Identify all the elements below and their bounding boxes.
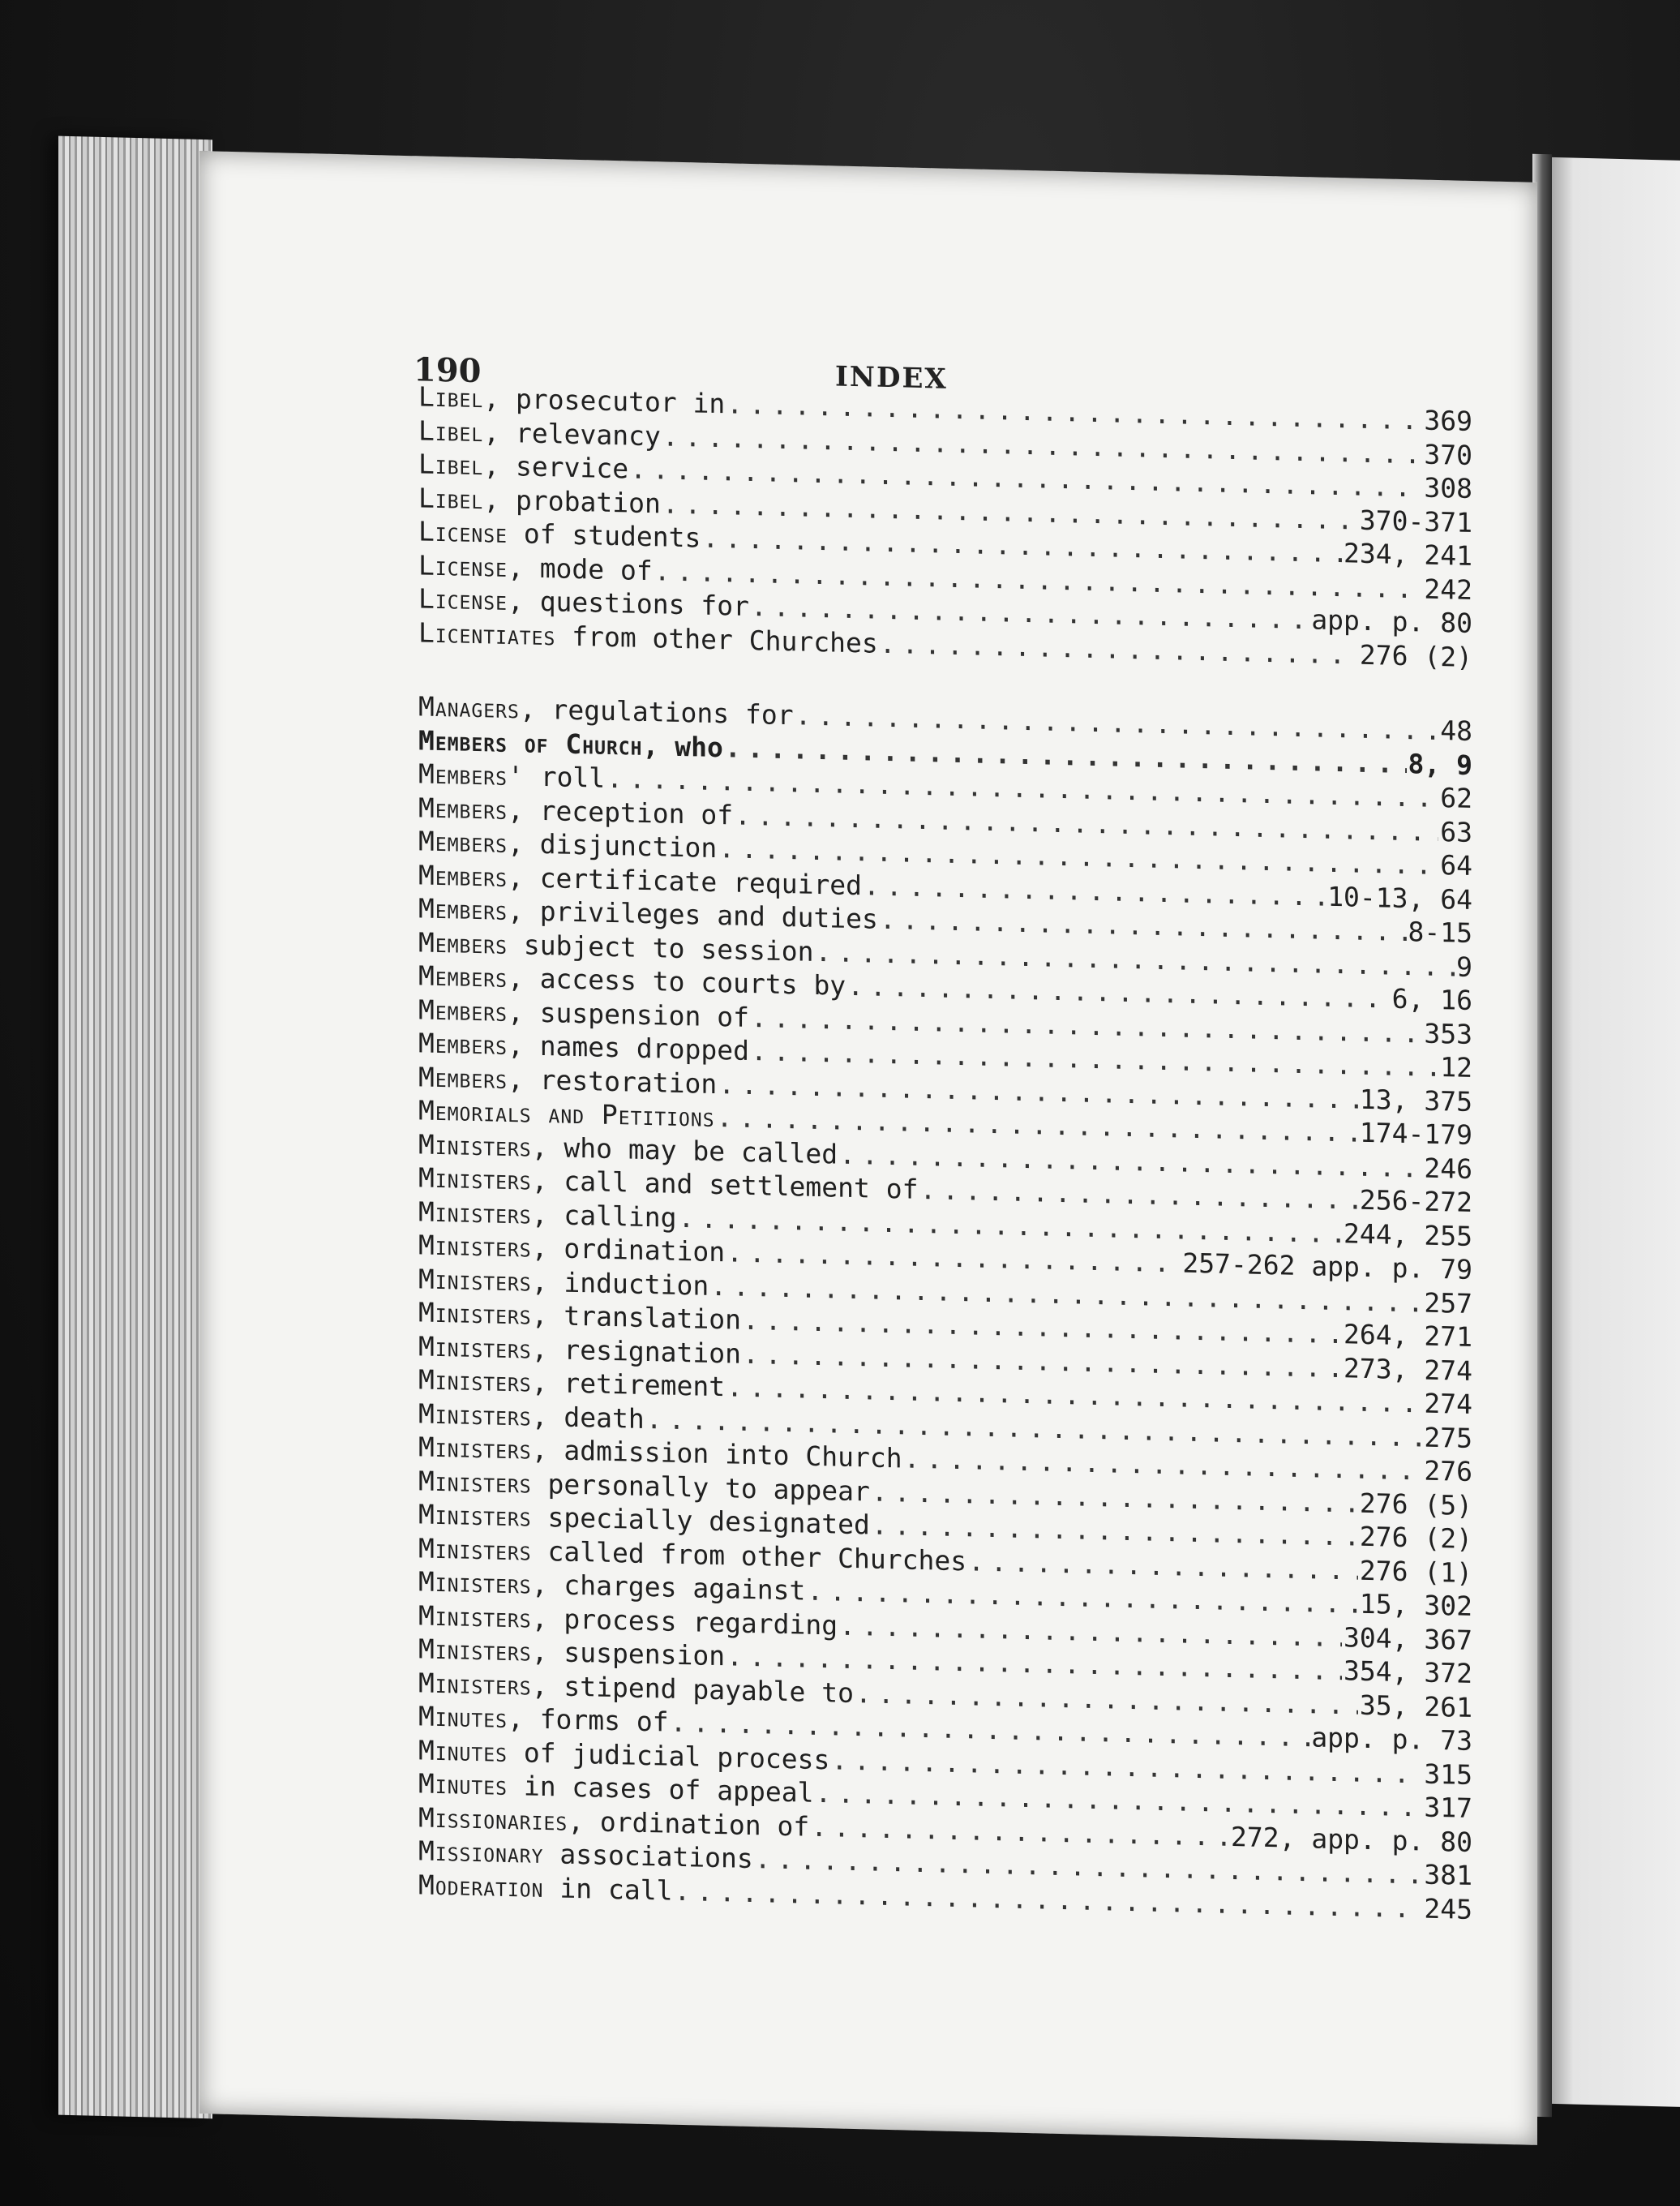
entry-text: roll [524, 760, 606, 794]
entry-term: Ministers [418, 1599, 532, 1634]
entry-page-ref: 8, 9 [1408, 747, 1472, 781]
book-page [199, 151, 1537, 2145]
entry-page-ref: 272, app. p. 80 [1230, 1820, 1472, 1858]
entry-text: , privileges and duties [507, 894, 878, 935]
entry-term: Ministers [418, 1262, 532, 1298]
entry-term: Ministers [418, 1397, 532, 1432]
entry-text: , who [642, 729, 723, 763]
page-number: 190 [414, 350, 482, 391]
entry-page-ref: 257 [1424, 1286, 1472, 1320]
entry-term: Minutes [418, 1767, 508, 1801]
entry-page-ref: 317 [1424, 1791, 1472, 1824]
entry-page-ref: 257-262 app. p. 79 [1182, 1247, 1472, 1285]
entry-page-ref: 381 [1424, 1858, 1472, 1891]
entry-text: , death [531, 1400, 645, 1435]
entry-page-ref: 276 (2) [1359, 638, 1472, 673]
entry-text: called from other Churches [531, 1534, 967, 1577]
entry-page-ref: 276 (5) [1359, 1487, 1472, 1521]
entry-text: , forms of [507, 1702, 669, 1738]
entry-text: , process regarding [531, 1602, 838, 1642]
entry-text: personally to appear [531, 1467, 870, 1507]
entry-text: , resignation [531, 1333, 741, 1370]
entry-text: subject to session [507, 928, 814, 968]
entry-page-ref: 276 (1) [1359, 1554, 1472, 1589]
entry-text: in cases of appeal [507, 1769, 814, 1809]
entry-page-ref: 48 [1440, 715, 1472, 747]
entry-text: , call and settlement of [531, 1164, 919, 1205]
entry-page-ref: 244, 255 [1344, 1217, 1472, 1252]
entry-text: of judicial process [507, 1736, 830, 1775]
entry-term: Licentiates [418, 616, 556, 651]
entry-page-ref: 8-15 [1408, 916, 1472, 949]
entry-page-ref: app. p. 80 [1311, 603, 1472, 639]
entry-term: Libel [418, 481, 484, 515]
entry-page-ref: 174-179 [1359, 1116, 1472, 1151]
entry-term: Members [418, 1027, 508, 1061]
entry-text: specially designated [531, 1500, 870, 1541]
entry-text: , who may be called [531, 1131, 838, 1170]
entry-term: Members of Church [418, 723, 643, 762]
entry-term: License [418, 582, 508, 616]
entry-term: Ministers [418, 1127, 532, 1163]
entry-page-ref: 63 [1440, 815, 1472, 848]
index-group-l [418, 380, 1472, 674]
index-group-m [418, 689, 1472, 1926]
index-entries [418, 380, 1472, 1926]
entry-page-ref: 276 (2) [1359, 1520, 1472, 1555]
entry-text: , relevancy [483, 415, 661, 452]
entry-term: Members [418, 959, 508, 994]
entry-term: Missionaries [418, 1800, 568, 1837]
entry-text: , admission into Church [531, 1433, 902, 1474]
entry-term: Libel [418, 448, 484, 482]
entry-text: , disjunction [507, 826, 718, 865]
entry-page-ref: 369 [1424, 404, 1472, 437]
entry-page-ref: app. p. 73 [1311, 1721, 1472, 1757]
entry-page-ref: 13, 375 [1359, 1083, 1472, 1118]
entry-page-ref: 242 [1424, 573, 1472, 606]
entry-term: Ministers [418, 1296, 532, 1331]
entry-term: License [418, 515, 508, 549]
entry-term: Moderation [418, 1868, 544, 1903]
entry-term: Members [418, 791, 508, 826]
entry-page-ref: 315 [1424, 1758, 1472, 1791]
entry-page-ref: 273, 274 [1344, 1351, 1472, 1387]
entry-page-ref: 9 [1456, 951, 1472, 983]
entry-term: Ministers [418, 1633, 532, 1667]
entry-page-ref: 245 [1424, 1892, 1472, 1925]
entry-term: License [418, 548, 508, 583]
book-page-edges [58, 136, 212, 2119]
entry-page-ref: 275 [1424, 1421, 1472, 1454]
entry-page-ref: 12 [1440, 1051, 1472, 1084]
entry-term: Ministers [418, 1464, 532, 1500]
entry-term: Minutes [418, 1733, 508, 1768]
entry-text: , mode of [507, 551, 653, 586]
entry-text: from other Churches [555, 619, 878, 659]
entry-page-ref: 6, 16 [1391, 982, 1472, 1016]
entry-page-ref: 370 [1424, 438, 1472, 471]
entry-term: Ministers [418, 1431, 532, 1466]
entry-term: Missionary [418, 1835, 544, 1870]
entry-page-ref: 246 [1424, 1152, 1472, 1185]
entry-term: Ministers [418, 1363, 532, 1398]
entry-term: Ministers [418, 1666, 532, 1702]
entry-term: Ministers [418, 1195, 532, 1230]
entry-text: , stipend payable to [531, 1669, 855, 1709]
entry-page-ref: 15, 302 [1359, 1587, 1472, 1622]
entry-text: , questions for [507, 584, 749, 622]
entry-term: Libel [418, 380, 484, 414]
entry-text: , suspension [531, 1635, 726, 1672]
entry-term: Ministers [418, 1229, 532, 1264]
entry-page-ref: 274 [1424, 1387, 1472, 1420]
entry-text: , ordination of [568, 1805, 810, 1843]
entry-term: Members [418, 1060, 508, 1095]
entry-text: , access to courts by [507, 961, 846, 1002]
entry-term: Ministers [418, 1531, 532, 1567]
entry-text: , translation [531, 1298, 741, 1336]
entry-term: Ministers [418, 1329, 532, 1365]
entry-text: in call [543, 1871, 673, 1907]
entry-term: Ministers [418, 1498, 532, 1533]
entry-page-ref: 62 [1440, 782, 1472, 814]
entry-text: , certificate required [507, 861, 863, 901]
entry-page-ref: 10-13, 64 [1327, 880, 1472, 916]
entry-text: associations [543, 1838, 753, 1875]
entry-term: Members [418, 993, 508, 1028]
entry-text: , retirement [531, 1366, 726, 1403]
entry-term: Memorials and Petitions [418, 1094, 715, 1133]
entry-page-ref: 276 [1424, 1454, 1472, 1487]
entry-term: Ministers [418, 1161, 532, 1196]
entry-text: , names dropped [507, 1028, 749, 1067]
entry-page-ref: 308 [1424, 471, 1472, 504]
entry-text: , service [483, 449, 629, 485]
entry-text: , suspension of [507, 995, 749, 1033]
entry-term: Members [418, 825, 508, 859]
entry-page-ref: 64 [1440, 849, 1472, 882]
facing-page-edge [1547, 157, 1680, 2107]
entry-text: , ordination [531, 1231, 726, 1268]
entry-text: , prosecutor in [483, 382, 726, 420]
entry-text: , calling [531, 1198, 677, 1234]
entry-text: , reception of [507, 793, 734, 831]
entry-term: Members [418, 925, 508, 960]
entry-page-ref: 35, 261 [1359, 1689, 1472, 1723]
entry-page-ref: 353 [1424, 1017, 1472, 1050]
entry-page-ref: 256-272 [1359, 1183, 1472, 1218]
entry-text: , probation [483, 483, 661, 519]
entry-page-ref: 370-371 [1359, 504, 1472, 539]
entry-term: Managers [418, 690, 520, 725]
page-title: INDEX [835, 360, 948, 396]
entry-page-ref: 304, 367 [1344, 1620, 1472, 1656]
entry-term: Members [418, 892, 508, 926]
entry-text: of students [507, 517, 701, 554]
entry-text: , induction [531, 1265, 709, 1302]
entry-term: Minutes [418, 1700, 508, 1734]
entry-text: , charges against [531, 1568, 806, 1607]
entry-term: Ministers [418, 1565, 532, 1600]
entry-term: Libel [418, 414, 484, 448]
entry-term: Members [418, 858, 508, 893]
entry-page-ref: 264, 271 [1344, 1318, 1472, 1353]
entry-page-ref: 234, 241 [1344, 537, 1472, 572]
entry-text: , regulations for [519, 693, 794, 732]
entry-term: Members' [418, 758, 525, 792]
entry-text: , restoration [507, 1062, 718, 1100]
entry-page-ref: 354, 372 [1344, 1654, 1472, 1689]
